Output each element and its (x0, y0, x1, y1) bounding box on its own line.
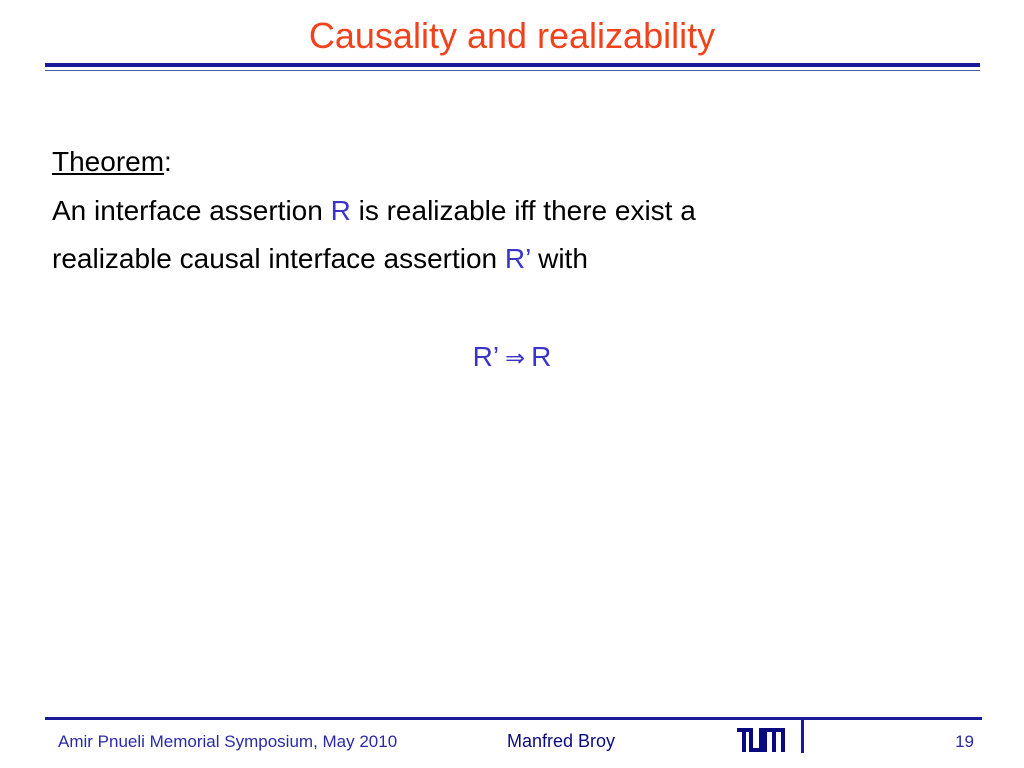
theorem-heading (52, 145, 172, 179)
theorem-colon: : (164, 146, 172, 177)
formula-left: R’ (472, 341, 500, 372)
footer-event: Amir Pnueli Memorial Symposium, May 2010 (58, 732, 398, 751)
slide-title: Causality and realizability (308, 15, 716, 56)
implies-arrow: ⇒ (505, 344, 526, 372)
footer-author: Manfred Broy (507, 731, 616, 751)
page-number: 19 (955, 732, 974, 751)
theorem-text-1b: is realizable iff there exist a (350, 195, 696, 226)
tum-logo (737, 728, 785, 752)
formula-right: R (531, 341, 552, 372)
symbol-r: R (330, 195, 351, 226)
footer-separator (801, 720, 804, 753)
symbol-r-prime: R’ (504, 243, 531, 274)
theorem-line-1 (52, 194, 696, 228)
theorem-text-2b: with (530, 243, 588, 274)
footer-divider (45, 717, 982, 720)
theorem-text-1a: An interface assertion (52, 195, 331, 226)
title-divider (45, 63, 980, 67)
implication-formula (0, 340, 1024, 375)
theorem-text-2a: realizable causal interface assertion (52, 243, 505, 274)
theorem-line-2 (52, 242, 588, 276)
theorem-label: Theorem (52, 146, 165, 177)
title-divider-thin (45, 70, 980, 71)
